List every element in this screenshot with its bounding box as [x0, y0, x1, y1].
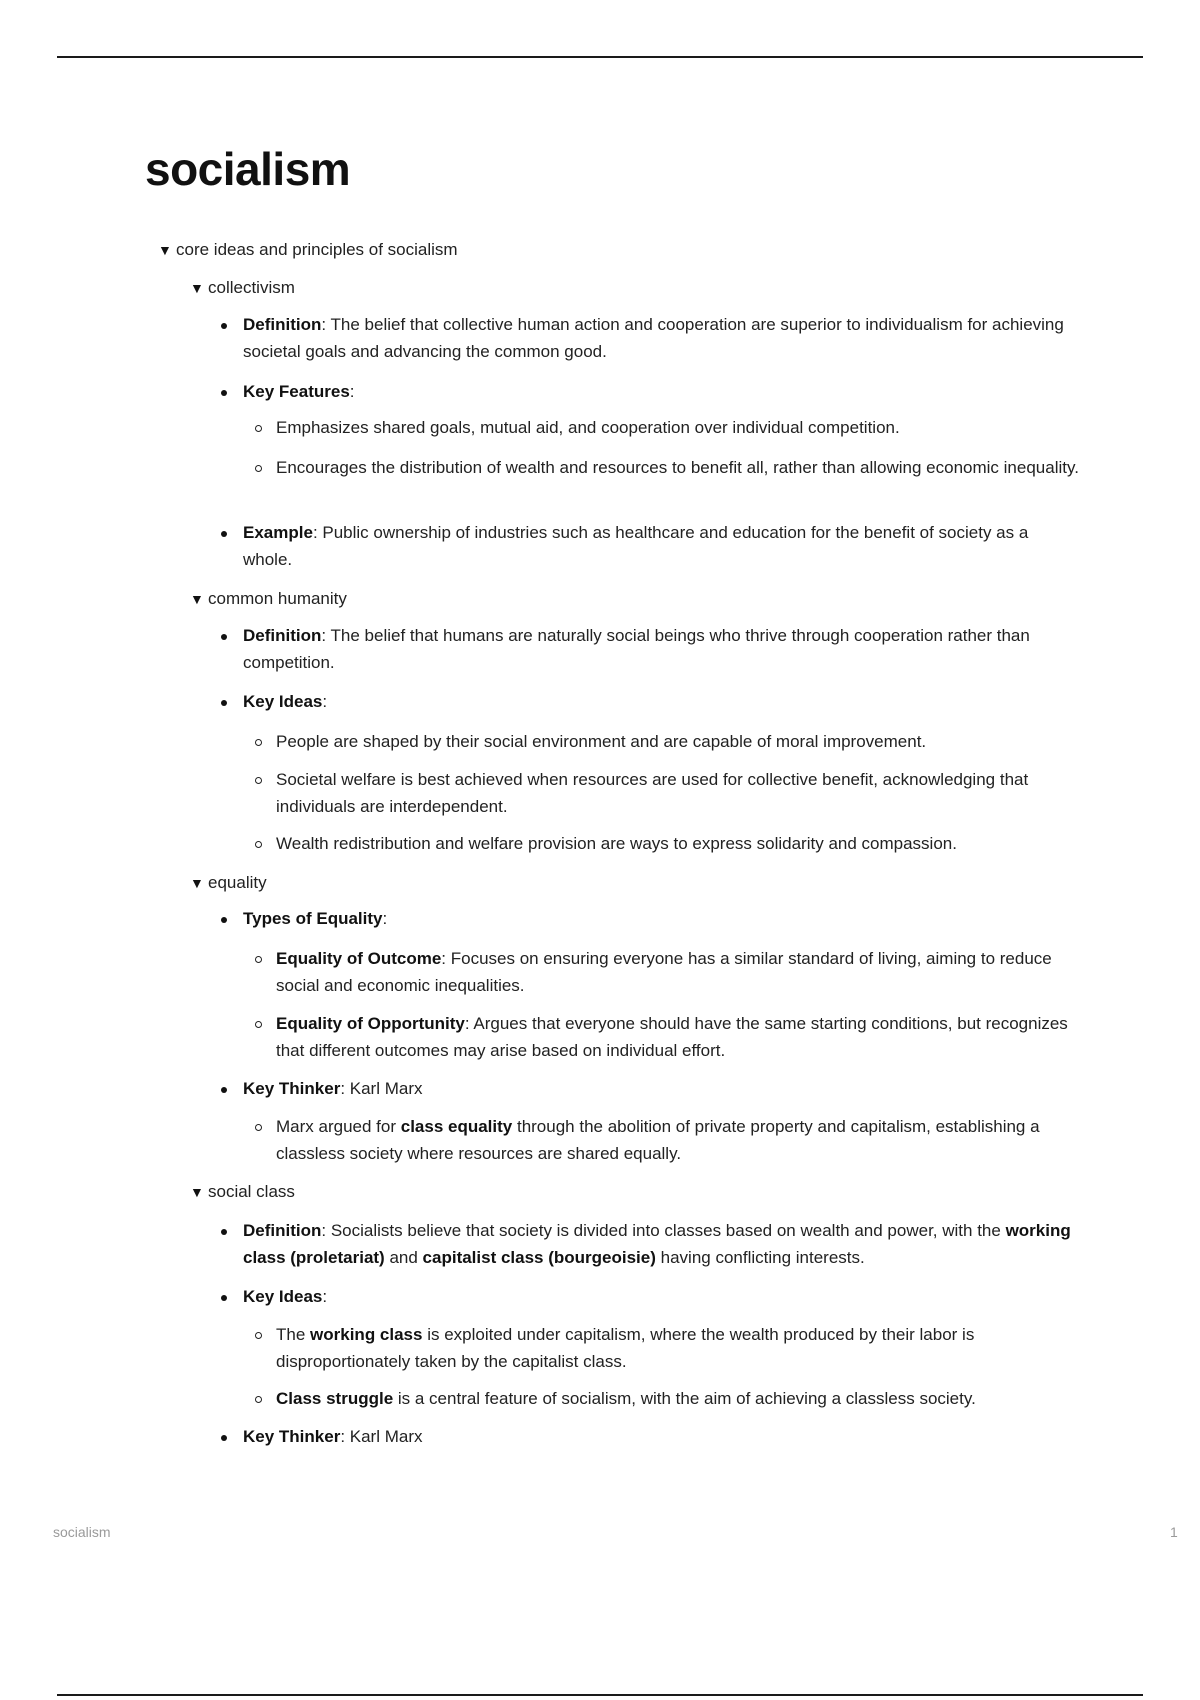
text: having conflicting interests.	[655, 1248, 865, 1267]
term: Definition	[243, 1221, 322, 1240]
text: The	[276, 1325, 311, 1344]
sub-list-item	[276, 1113, 1086, 1167]
list-item	[243, 311, 1073, 365]
bullet-icon	[221, 700, 227, 706]
sub-list-item	[276, 830, 1086, 857]
sub-list-item	[276, 728, 1086, 755]
toggle-label: common humanity	[208, 589, 347, 608]
list-item	[243, 905, 1073, 932]
caret-down-icon[interactable]: ▼	[158, 242, 172, 258]
term: Key Ideas	[243, 1287, 323, 1306]
text: : Focuses on ensuring everyone has a similar standard of living, aiming to reduce social and economic inequalities.	[276, 949, 1052, 995]
text: Encourages the distribution of wealth and resources to benefit all, rather than allowing economic inequality.	[276, 458, 1079, 477]
circle-bullet-icon	[255, 777, 262, 784]
circle-bullet-icon	[255, 425, 262, 432]
footer-page-number: 1	[1170, 1524, 1178, 1540]
bullet-icon	[221, 1295, 227, 1301]
term: Key Thinker	[243, 1079, 341, 1098]
text: :	[349, 382, 355, 401]
circle-bullet-icon	[255, 1021, 262, 1028]
circle-bullet-icon	[255, 739, 262, 746]
term: Key Thinker	[243, 1427, 341, 1446]
term: capitalist class (bourgeoisie)	[422, 1248, 656, 1267]
toggle-label: collectivism	[208, 278, 295, 297]
term: class equality	[400, 1117, 513, 1136]
bullet-icon	[221, 1087, 227, 1093]
term: Definition	[243, 315, 322, 334]
toggle-common-humanity[interactable]	[190, 587, 347, 611]
caret-down-icon[interactable]: ▼	[190, 875, 204, 891]
sub-list-item	[276, 945, 1086, 999]
caret-down-icon[interactable]: ▼	[190, 280, 204, 296]
circle-bullet-icon	[255, 1124, 262, 1131]
list-item	[243, 1283, 1073, 1310]
sub-list-item	[276, 1385, 1086, 1412]
bullet-icon	[221, 1229, 227, 1235]
list-item	[243, 622, 1073, 676]
text: and	[384, 1248, 423, 1267]
bullet-icon	[221, 917, 227, 923]
text: : Socialists believe that society is divided into classes based on wealth and power, with the	[321, 1221, 1006, 1240]
text: : Public ownership of industries such as healthcare and education for the benefit of society as a whole.	[243, 523, 1029, 569]
bullet-icon	[221, 531, 227, 537]
toggle-label: core ideas and principles of socialism	[176, 240, 458, 259]
bullet-icon	[221, 323, 227, 329]
text: : The belief that humans are naturally social beings who thrive through cooperation rather than competition.	[243, 626, 1030, 672]
term: Equality of Outcome	[276, 949, 442, 968]
page-title: socialism	[145, 143, 351, 195]
text: :	[322, 1287, 328, 1306]
sub-list-item	[276, 454, 1086, 481]
sub-list-item	[276, 1321, 1086, 1375]
text: through the abolition of private property and capitalism, establishing a classless society where resources are shared equally.	[276, 1117, 1040, 1163]
list-item	[243, 1217, 1073, 1271]
circle-bullet-icon	[255, 1332, 262, 1339]
bullet-icon	[221, 1435, 227, 1441]
term: Equality of Opportunity	[276, 1014, 465, 1033]
caret-down-icon[interactable]: ▼	[190, 591, 204, 607]
bullet-icon	[221, 390, 227, 396]
text: : The belief that collective human action and cooperation are superior to individualism for achieving societal goals and advancing the common good.	[243, 315, 1064, 361]
text: is a central feature of socialism, with the aim of achieving a classless society.	[393, 1389, 976, 1408]
text: : Karl Marx	[340, 1079, 423, 1098]
circle-bullet-icon	[255, 465, 262, 472]
sub-list-item	[276, 1010, 1086, 1064]
sub-list-item	[276, 766, 1086, 820]
sub-list-item	[276, 414, 1086, 441]
bullet-icon	[221, 634, 227, 640]
toggle-label: equality	[208, 873, 267, 892]
caret-down-icon[interactable]: ▼	[190, 1184, 204, 1200]
circle-bullet-icon	[255, 1396, 262, 1403]
term: working class	[310, 1325, 423, 1344]
toggle-collectivism[interactable]	[190, 276, 295, 300]
text: Societal welfare is best achieved when resources are used for collective benefit, acknowledging that individuals are interdependent.	[276, 770, 1029, 816]
list-item	[243, 1075, 1073, 1102]
term: Types of Equality	[243, 909, 383, 928]
list-item	[243, 1423, 1073, 1450]
list-item	[243, 519, 1073, 573]
term: Class struggle	[276, 1389, 394, 1408]
text: : Karl Marx	[340, 1427, 423, 1446]
toggle-label: social class	[208, 1182, 295, 1201]
top-rule	[57, 56, 1143, 58]
term: Key Features	[243, 382, 350, 401]
text: People are shaped by their social environment and are capable of moral improvement.	[276, 732, 927, 751]
term: Example	[243, 523, 313, 542]
list-item	[243, 378, 1073, 405]
term: Key Ideas	[243, 692, 323, 711]
term: Definition	[243, 626, 322, 645]
toggle-core-ideas[interactable]	[158, 238, 458, 262]
list-item	[243, 688, 1073, 715]
text: : Argues that everyone should have the same starting conditions, but recognizes that different outcomes may arise based on individual effort.	[276, 1014, 1068, 1060]
circle-bullet-icon	[255, 956, 262, 963]
text: Emphasizes shared goals, mutual aid, and cooperation over individual competition.	[276, 418, 900, 437]
text: :	[322, 692, 328, 711]
text: Wealth redistribution and welfare provision are ways to express solidarity and compassion.	[276, 834, 957, 853]
footer-document-name: socialism	[53, 1524, 111, 1540]
circle-bullet-icon	[255, 841, 262, 848]
bottom-rule	[57, 1694, 1143, 1696]
term: working class (proletariat)	[243, 1221, 1071, 1267]
text: Marx argued for	[276, 1117, 401, 1136]
text: :	[382, 909, 388, 928]
toggle-social-class[interactable]	[190, 1180, 295, 1204]
toggle-equality[interactable]	[190, 871, 267, 895]
text: is exploited under capitalism, where the wealth produced by their labor is disproportionately taken by the capitalist class.	[276, 1325, 975, 1371]
